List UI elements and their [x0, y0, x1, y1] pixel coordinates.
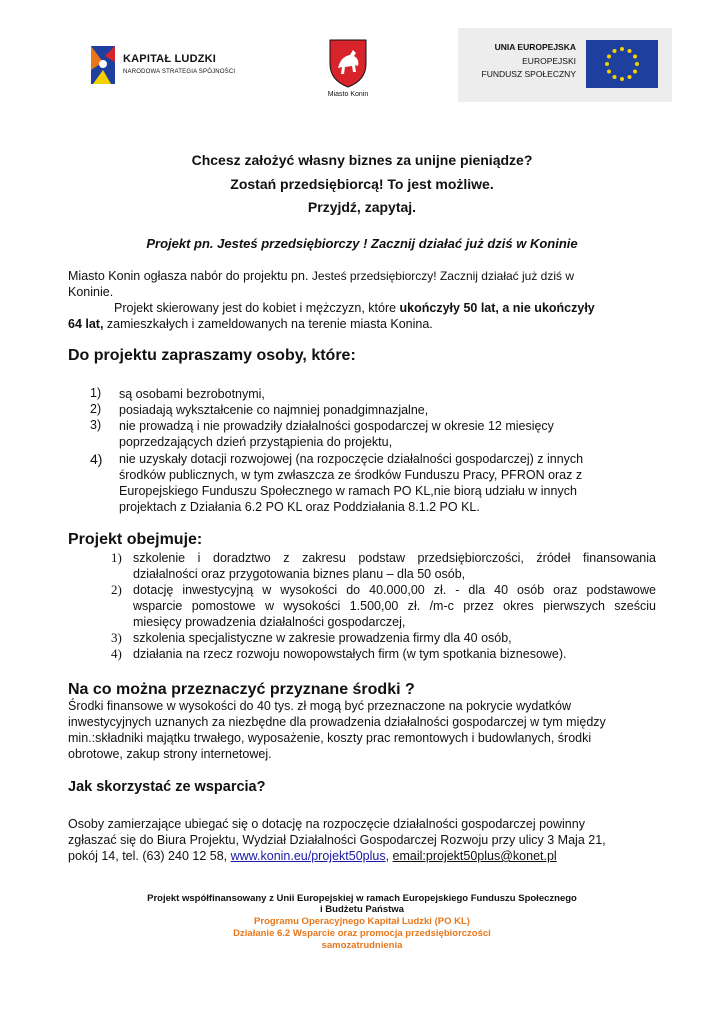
s1-item4-num: 4): [90, 451, 103, 467]
s2-item2-num: 2): [111, 582, 122, 597]
konin-caption: Miasto Konin: [327, 91, 369, 98]
project-title: Projekt pn. Jesteś przedsiębiorczy ! Zacznij działać już dziś w Koninie: [146, 236, 578, 251]
s3-line1: Środki finansowe w wysokości do 40 tys. zł mogą być przeznaczone na pokrycie wydatków: [68, 699, 572, 713]
intro-line-4b: zamieszkałych i zameldowanych na terenie miasta Konina.: [103, 317, 433, 331]
footer-line-2: i Budżetu Państwa: [320, 904, 404, 915]
kapital-ludzki-title: KAPITAŁ LUDZKI: [123, 53, 217, 65]
intro-line-3b: ukończyły 50 lat, a nie ukończyły: [399, 301, 595, 315]
eu-line-3: FUNDUSZ SPOŁECZNY: [481, 69, 576, 79]
section2-heading: Projekt obejmuje:: [68, 531, 203, 548]
s4-line3a: pokój 14, tel. (63) 240 12 58,: [68, 849, 231, 863]
section4-heading: Jak skorzystać ze wsparcia?: [68, 779, 266, 795]
project-website-link[interactable]: www.konin.eu/projekt50plus: [230, 849, 386, 863]
s1-item1-line1: są osobami bezrobotnymi,: [119, 387, 265, 401]
s2-item1-line1-text: szkolenie i doradztwo z zakresu podstaw przedsiębiorczości, źródeł finansowania: [133, 551, 656, 565]
s2-item3-line1: szkolenia specjalistyczne w zakresie prowadzenia firmy dla 40 osób,: [133, 631, 512, 645]
intro-line-4: [68, 316, 433, 332]
eu-flag-icon: [586, 40, 658, 88]
s2-item1-line1: [133, 550, 656, 566]
s4-line1: Osoby zamierzające ubiegać się o dotację na rozpoczęcie działalności gospodarczej powinny: [68, 817, 585, 831]
konin-shield-icon: [328, 38, 368, 88]
s1-item3-num: 3): [90, 418, 102, 432]
s3-line2: inwestycyjnych uznanych za niezbędne dla prowadzenia działalności gospodarczej w tym między: [68, 715, 606, 729]
s1-item4-line1: nie uzyskały dotacji rozwojowej (na rozpoczęcie działalności gospodarczej) z innych: [119, 452, 584, 466]
eu-line-2: EUROPEJSKI: [522, 56, 576, 66]
konin-coat-of-arms: [320, 38, 376, 102]
eu-line-1: UNIA EUROPEJSKA: [494, 42, 576, 52]
kapital-ludzki-emblem-icon: [85, 40, 121, 90]
s2-item4-line1: działania na rzecz rozwoju nowopowstałych firm (w tym spotkania biznesowe).: [133, 647, 567, 661]
s2-item2-line2-text: wsparcie pomostowe w wysokości 1.500,00 zł. /m-c przez okres pierwszych sześciu: [133, 599, 656, 613]
headline-line-2: Zostań przedsiębiorcą! To jest możliwe.: [230, 176, 494, 192]
s1-item2-num: 2): [90, 402, 102, 416]
s2-item2-line3: miesięcy prowadzenia działalności gospodarczej,: [133, 615, 406, 629]
s2-item1-num: 1): [111, 550, 122, 565]
section3-heading: Na co można przeznaczyć przyznane środki ?: [68, 681, 415, 698]
footer-line-3: Programu Operacyjnego Kapitał Ludzki (PO KL): [254, 916, 470, 927]
s1-item3-line1: nie prowadzą i nie prowadziły działalności gospodarczej w okresie 12 miesięcy: [119, 419, 554, 433]
s1-item4-line2: środków publicznych, w tym zwłaszcza ze środków Funduszu Pracy, PFRON oraz z: [119, 468, 583, 482]
kapital-ludzki-logo: [85, 40, 236, 90]
intro-line-1: [68, 268, 574, 284]
s3-line3: min.:składniki majątku trwałego, wyposażenie, koszty prac remontowych i budowlanych, środki: [68, 731, 592, 745]
intro-line-3: [114, 300, 595, 316]
kapital-ludzki-subtitle: NARODOWA STRATEGIA SPÓJNOŚCI: [123, 69, 236, 75]
section1-heading: Do projektu zapraszamy osoby, które:: [68, 347, 356, 364]
s1-item3-line2: poprzedzających dzień przystąpienia do projektu,: [119, 435, 393, 449]
headline-line-3: Przyjdź, zapytaj.: [307, 199, 417, 215]
s2-item2-line2: [133, 598, 656, 614]
intro-line-1a: Miasto Konin ogłasza nabór do projektu pn.: [68, 269, 312, 283]
s1-item4-line3: Europejskiego Funduszu Społecznego w ramach PO KL,nie biorą udziału w innych: [119, 484, 577, 498]
eu-logo: [458, 28, 672, 102]
intro-line-3a: Projekt skierowany jest do kobiet i mężczyzn, które: [114, 301, 400, 315]
s2-item1-line2: działalności oraz przygotowania biznes planu – dla 50 osób,: [133, 567, 466, 581]
s1-item2-line1: posiadają wykształcenie co najmniej ponadgimnazjalne,: [119, 403, 429, 417]
s3-line4: obrotowe, zakup strony internetowej.: [68, 747, 272, 761]
intro-line-1b: Jesteś przedsiębiorczy! Zacznij działać już dziś w: [311, 269, 575, 283]
footer-line-5: samozatrudnienia: [321, 940, 403, 951]
s4-line3b: ,: [385, 849, 393, 863]
s4-line2: zgłaszać się do Biura Projektu, Wydział Działalności Gospodarczej Rozwoju przy ulicy 3 Maja 21,: [68, 833, 606, 847]
s4-line3: [68, 848, 557, 864]
project-email-link[interactable]: email:projekt50plus@konet.pl: [392, 849, 557, 863]
footer-line-1: Projekt współfinansowany z Unii Europejskiej w ramach Europejskiego Funduszu Społecznego: [147, 893, 577, 904]
footer-line-4: Działanie 6.2 Wsparcie oraz promocja przedsiębiorczości: [233, 928, 491, 939]
s2-item3-num: 3): [111, 630, 122, 645]
intro-line-2: Koninie.: [68, 285, 114, 299]
s2-item2-line1: [133, 582, 656, 598]
headline-line-1: Chcesz założyć własny biznes za unijne pieniądze?: [191, 152, 533, 168]
intro-line-4a: 64 lat,: [68, 317, 104, 331]
s1-item1-num: 1): [90, 386, 102, 400]
s2-item4-num: 4): [111, 646, 122, 661]
s1-item4-line4: projektach z Działania 6.2 PO KL oraz Poddziałania 8.1.2 PO KL.: [119, 500, 480, 514]
s2-item2-line1-text: dotację inwestycyjną w wysokości do 40.000,00 zł. - dla 40 osób oraz podstawowe: [133, 583, 656, 597]
